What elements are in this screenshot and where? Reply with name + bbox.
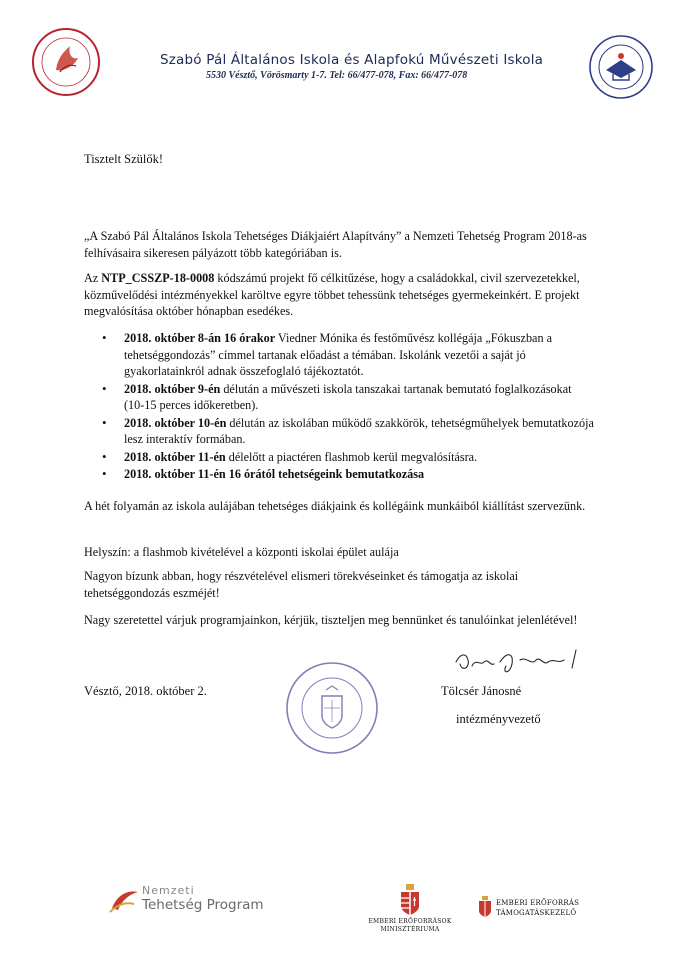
event-date: 2018. október 11-én 16 órától tehetségeink bemutatkozása: [124, 467, 425, 481]
school-address: 5530 Vésztő, Vörösmarty 1-7. Tel: 66/477-078, Fax: 66/477-078: [206, 70, 468, 81]
list-item: [84, 449, 594, 466]
school-name: Szabó Pál Általános Iskola és Alapfokú Művészeti Iskola: [160, 52, 544, 68]
emet-logo-line1: EMBERI ERŐFORRÁS: [496, 899, 580, 907]
event-text: délután az iskolában működő szakkörök, tehetségműhelyek bemutatkozója lesz interaktív formában.: [124, 415, 594, 446]
emmi-logo-line2: MINISZTÉRIUMA: [380, 926, 440, 933]
signer-title: intézményvezető: [456, 712, 541, 726]
event-list: [84, 330, 594, 484]
handwritten-signature: [436, 644, 596, 684]
school-emblem-logo: [588, 34, 654, 100]
event-date: 2018. október 10-én: [124, 415, 227, 430]
event-text: délelőtt a piactéren flashmob kerül megvalósításra.: [225, 449, 478, 464]
event-text: délután a művészeti iskola tanszakai tartanak bemutató foglalkozásokat (10-15 perces időkeretben).: [124, 381, 572, 412]
signer-name: Tölcsér Jánosné: [441, 684, 522, 698]
greeting: Tisztelt Szülők!: [84, 152, 164, 166]
project-paragraph: [84, 270, 590, 320]
intro-paragraph: „A Szabó Pál Általános Iskola Tehetséges Diákjaiért Alapítvány” a Nemzeti Tehetség Program 2018-as felhívásaira sikeresen pályázott több kategóriában is.: [84, 229, 587, 260]
event-date: 2018. október 11-én: [124, 449, 226, 464]
list-item: [84, 330, 594, 380]
event-date: 2018. október 9-én: [124, 381, 221, 396]
list-item: [84, 381, 594, 414]
ntp-logo-line2: Tehetség Program: [142, 897, 264, 913]
tehetsegpont-logo: [30, 26, 102, 98]
school-stamp: [284, 660, 380, 756]
list-item: [84, 415, 594, 448]
emet-logo-line2: TÁMOGATÁSKEZELŐ: [496, 909, 577, 917]
ntp-swoosh-icon: [108, 886, 140, 916]
project-description: kódszámú projekt fő célkitűzése, hogy a családokkal, civil szervezetekkel, közművelődési intézményekkel karöltve egyre többet tehessünk tehetséges gyermekeinkért. E projekt megvalósítása október hónapban esedékes.: [84, 271, 580, 318]
hungarian-coat-of-arms-icon: [399, 884, 421, 916]
emmi-logo-line1: EMBERI ERŐFORRÁSOK: [368, 918, 452, 925]
place-and-date: Vésztő, 2018. október 2.: [84, 684, 207, 698]
venue-paragraph: Helyszín: a flashmob kivételével a központi iskolai épület aulája: [84, 545, 399, 559]
hope-paragraph: Nagyon bízunk abban, hogy részvételével elismeri törekvéseinket és támogatja az iskolai tehetséggondozás eszméjét!: [84, 569, 519, 600]
emet-crest-icon: [478, 896, 492, 918]
closing-paragraph: Nagy szeretettel várjuk programjainkon, kérjük, tiszteljen meg bennünket és tanulóinkat jelenlétével!: [84, 613, 578, 627]
ntp-logo-line1: Nemzeti: [142, 884, 195, 897]
event-date: 2018. október 8-án 16 órakor: [124, 331, 276, 345]
exhibition-paragraph: A hét folyamán az iskola aulájában tehetséges diákjaink és kollégáink munkáiból kiállítást szervezünk.: [84, 499, 586, 513]
event-text: Viedner Mónika és festőművész kollégája „Fókuszban a tehetséggondozás” címmel tartanak előadást a témában. Iskolánk vezetői a saját jó gyakorlatainkról adnak összefoglaló tájékoztatót.: [124, 331, 553, 378]
project-code: NTP_CSSZP-18-0008: [101, 271, 215, 285]
project-prefix: Az: [84, 271, 102, 285]
list-item: [84, 466, 594, 483]
